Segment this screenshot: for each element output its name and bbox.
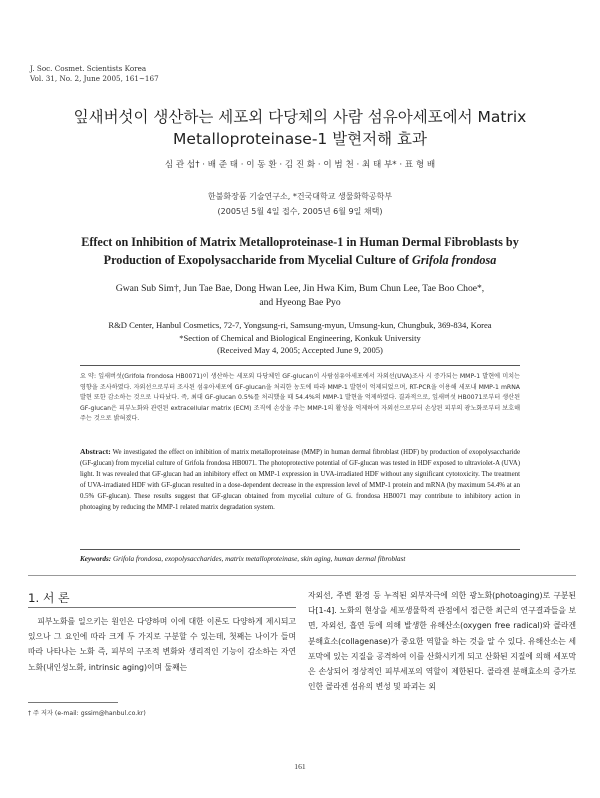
abstract-bottom-rule: [80, 549, 520, 550]
journal-volume: Vol. 31, No. 2, June 2005, 161~167: [30, 74, 159, 83]
keywords-text: Grifola frondosa, exopolysaccharides, matrix metalloproteinase, skin aging, human dermal fibroblast: [112, 555, 406, 563]
korean-affiliation-line-1: 한불화장품 기술연구소, *건국대학교 생물화학공학부: [207, 192, 393, 201]
keywords-label: Keywords:: [80, 555, 112, 563]
english-title: [30, 233, 570, 269]
english-abstract: [80, 446, 520, 513]
english-dates: (Received May 4, 2005; Accepted June 9, 2005): [217, 345, 383, 355]
korean-abstract-label: 요 약:: [80, 373, 97, 380]
english-title-line-2-text: Production of Exopolysaccharide from Mycelial Culture of: [103, 253, 413, 267]
english-authors-line-2: and Hyeong Bae Pyo: [259, 297, 341, 308]
introduction-left-column: 피부노화를 일으키는 원인은 다양하며 이에 대한 이론도 다양하게 제시되고 있으나 그 요인에 따라 크게 두 가지로 구분할 수 있는데, 첫째는 나이가 들며 따라 나타나는 노화 즉, 피부의 구조적 변화와 생리적인 기능이 감소하는 자연노화(내인성노화, intrinsic aging)이며 둘째는: [28, 617, 296, 672]
english-abstract-text: We investigated the effect on inhibition of matrix metalloproteinase (MMP) in human dermal fibroblast (HDF) by production of exopolysaccharide (GF-glucan) from mycelial culture of Grifola frondosa HB0071. The photoprotective potential of GF-glucan was tested in HDF exposed to ultraviolet-A (UVA) light. It was revealed that GF-glucan had an inhibitory effect on MMP-1 expression in UVA-irradiated HDF without any significant cytotoxicity. The treatment of UVA-irradiated HDF with GF-glucan resulted in a dose-dependent decrease in the expression level of MMP-1 protein and mRNA (by maximum 54.4% at an 0.5% GF-glucan). These results suggest that GF-glucan obtained from mycelial culture of G. frondosa HB0071 may contribute to inhibitory action in photoaging by reducing the MMP-1 related matrix degradation system.: [80, 449, 520, 511]
korean-affiliation: [40, 189, 560, 219]
journal-name: J. Soc. Cosmet. Scientists Korea: [30, 64, 147, 73]
english-abstract-label: Abstract:: [80, 447, 111, 456]
section-heading-underline: [28, 607, 296, 608]
korean-abstract-text: 잎새버섯(Grifola frondosa HB0071)이 생산하는 세포외 다당체인 GF-glucan이 사람섬유아세포에서 자외선(UVA)조사 시 증가되는 MMP-1 발현에 미치는 영향을 조사하였다. 자외선으로부터 조사된 섬유아세포에 GF-glucan을 처리한 농도에 따라 MMP-1 발현이 억제되었으며, RT-PCR을 이용해 세포내 MMP-1 mRNA 발현 또한 감소하는 것으로 나타났다. 즉, 최대 GF-glucan 0.5%를 처리했을 때 54.4%의 MMP-1 발현을 억제하였다. 결과적으로, 잎새버섯 HB0071로부터 생산된 GF-glucan은 피부노화와 관련된 extracellular matrix (ECM) 조직에 손상을 주는 MMP-1의 활성을 억제하여 자외선으로부터 손상된 피부의 광노화로부터 보호해주는 것으로 밝혀졌다.: [80, 373, 520, 423]
english-affiliation-line-1: R&D Center, Hanbul Cosmetics, 72-7, Yongsung-ri, Samsung-myun, Umsung-kun, Chungbuk, 369-834, Korea: [108, 320, 492, 330]
korean-abstract: [80, 372, 520, 425]
korean-dates: (2005년 5월 4일 접수, 2005년 6월 9일 채택): [217, 207, 383, 216]
section-rule: [28, 575, 576, 576]
species-name: Grifola frondosa: [412, 253, 497, 267]
korean-title: [40, 106, 560, 150]
section-heading-introduction: 1. 서 론: [28, 591, 70, 605]
english-title-line-2: [30, 251, 570, 269]
english-authors-line-1: Gwan Sub Sim†, Jun Tae Bae, Dong Hwan Lee, Jin Hwa Kim, Bum Chun Lee, Tae Boo Choe*,: [115, 283, 485, 294]
korean-authors: 심 관 섭† · 배 준 태 · 이 동 환 · 김 진 화 · 이 범 천 · 최 태 부* · 표 형 배: [164, 160, 436, 170]
introduction-right-column: 자외선, 주변 환경 등 누적된 외부자극에 의한 광노화(photoaging)로 구분된다[1-4]. 노화의 현상을 세포생물학적 관점에서 접근한 최근의 연구결과들을 보면, 자외선, 흡연 등에 의해 발생한 유해산소(oxygen free radical)와 콜라겐 분해효소(collagenase)가 중요한 역할을 하는 것을 알 수 있다. 유해산소는 세포막에 있는 지질을 공격하여 이를 산화시키게 되고 산화된 지질에 의해 세포막은 손상되어 정상적인 피부세포의 역할이 제한된다. 콜라겐 분해효소의 증가로 인한 콜라겐 섬유의 변성 및 파괴는 외: [308, 591, 576, 692]
english-title-line-1: Effect on Inhibition of Matrix Metalloproteinase-1 in Human Dermal Fibroblasts by: [81, 235, 519, 249]
abstract-top-rule: [80, 365, 520, 366]
korean-title-line-1: 잎새버섯이 생산하는 세포외 다당체의 사람 섬유아세포에서 Matrix: [73, 108, 527, 126]
english-affiliation: [40, 319, 560, 357]
corresponding-author-footnote: † 주 저자 (e-mail: gssim@hanbul.co.kr): [28, 710, 146, 717]
english-affiliation-line-2: *Section of Chemical and Biological Engineering, Konkuk University: [179, 332, 421, 343]
page-number: 161: [294, 762, 306, 771]
footnote-rule: [28, 702, 118, 703]
journal-citation: [30, 64, 159, 84]
korean-title-line-2: Metalloproteinase-1 발현저해 효과: [173, 130, 427, 148]
keywords: [80, 555, 520, 563]
english-authors: [40, 282, 560, 310]
